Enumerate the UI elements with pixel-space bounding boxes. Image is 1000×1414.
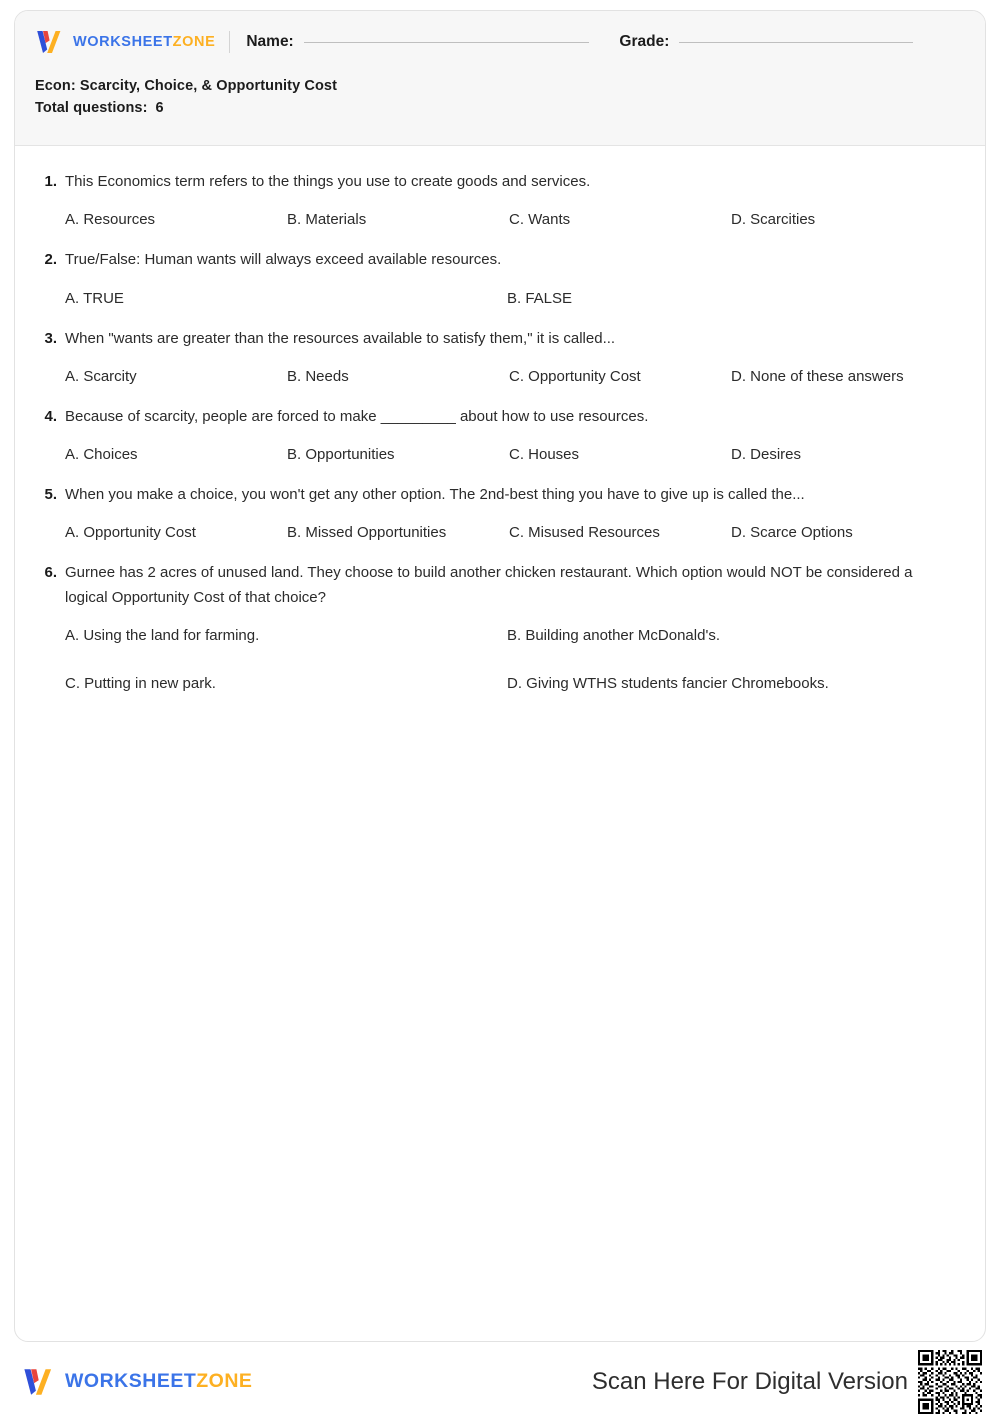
- brand-logo: [35, 29, 215, 55]
- question-item: [37, 405, 963, 467]
- option-b[interactable]: B. Building another McDonald's.: [507, 627, 720, 645]
- option-b[interactable]: B. Missed Opportunities: [287, 524, 447, 542]
- footer-wordmark-part1: WORKSHEET: [65, 1370, 197, 1393]
- brand-wordmark-part1: WORKSHEET: [73, 33, 173, 50]
- option-b[interactable]: B. Materials: [287, 211, 367, 229]
- option-d[interactable]: D. None of these answers: [731, 367, 904, 385]
- qr-code-icon[interactable]: [918, 1350, 982, 1414]
- question-number: 6.: [44, 564, 57, 582]
- grade-field: [619, 33, 965, 51]
- question-body: [65, 327, 963, 389]
- option-c[interactable]: C. Wants: [509, 211, 571, 229]
- question-text: Gurnee has 2 acres of unused land. They choose to build another chicken restaurant. Which option would NOT be considered a logical Opportunity Cost of that choice?: [65, 564, 913, 606]
- question-item: [37, 327, 963, 389]
- page-footer: [14, 1354, 986, 1410]
- question-item: [37, 248, 963, 310]
- name-field: [246, 33, 589, 51]
- option-a[interactable]: A. Choices: [65, 446, 138, 464]
- question-options: [65, 365, 963, 389]
- question-text: This Economics term refers to the things you use to create goods and services.: [65, 173, 591, 190]
- question-body: [65, 170, 963, 232]
- brand-wordmark-part2: ZONE: [172, 33, 216, 50]
- question-item: [37, 483, 963, 545]
- option-b[interactable]: B. Needs: [287, 367, 349, 385]
- brand-wordmark: [73, 35, 215, 50]
- option-a[interactable]: A. Scarcity: [65, 367, 137, 385]
- option-a[interactable]: A. Using the land for farming.: [65, 627, 260, 645]
- option-a[interactable]: A. Resources: [65, 211, 156, 229]
- question-text: When "wants are greater than the resources available to satisfy them," it is called...: [65, 329, 616, 347]
- questions-list: [15, 146, 985, 696]
- grade-input-line[interactable]: [679, 42, 913, 43]
- option-c[interactable]: C. Misused Resources: [509, 524, 660, 542]
- question-number: 5.: [44, 486, 57, 504]
- question-body: [65, 561, 963, 696]
- question-item: [37, 170, 963, 232]
- worksheet-zone-w-logo-icon: [35, 29, 65, 55]
- header-divider: [229, 31, 230, 53]
- question-options: [65, 287, 963, 311]
- option-d[interactable]: D. Scarce Options: [731, 524, 853, 542]
- question-options: [65, 624, 963, 696]
- option-d[interactable]: D. Giving WTHS students fancier Chromebooks.: [507, 675, 829, 693]
- option-b[interactable]: B. FALSE: [507, 289, 573, 307]
- footer-wordmark-part2: ZONE: [196, 1370, 253, 1393]
- option-a[interactable]: A. Opportunity Cost: [65, 524, 196, 542]
- total-questions-label: Total questions:: [35, 100, 148, 117]
- question-text: Because of scarcity, people are forced to make _________ about how to use resources.: [65, 407, 649, 425]
- question-text: True/False: Human wants will always exceed available resources.: [65, 251, 502, 269]
- name-input-line[interactable]: [304, 42, 590, 43]
- worksheet-sheet: [14, 10, 986, 1342]
- footer-brand-logo: [22, 1367, 252, 1397]
- question-item: [37, 561, 963, 696]
- question-body: [65, 483, 963, 545]
- worksheet-title: Econ: Scarcity, Choice, & Opportunity Cost: [35, 78, 338, 94]
- option-d[interactable]: D. Scarcities: [731, 211, 816, 229]
- option-c[interactable]: C. Putting in new park.: [65, 675, 216, 693]
- grade-label: Grade:: [619, 33, 670, 50]
- question-options: [65, 443, 963, 467]
- question-options: [65, 208, 963, 232]
- option-c[interactable]: C. Houses: [509, 446, 580, 464]
- worksheet-zone-w-logo-icon: [22, 1367, 56, 1397]
- option-a[interactable]: A. TRUE: [65, 289, 124, 307]
- total-questions: [35, 97, 965, 119]
- question-options: [65, 521, 963, 545]
- question-number: 3.: [44, 329, 57, 347]
- option-c[interactable]: C. Opportunity Cost: [509, 367, 641, 385]
- scan-here-text: Scan Here For Digital Version: [591, 1368, 908, 1395]
- question-text: When you make a choice, you won't get any other option. The 2nd-best thing you have to give up is called the...: [65, 486, 805, 504]
- total-questions-count: 6: [155, 100, 164, 117]
- option-b[interactable]: B. Opportunities: [287, 446, 395, 464]
- name-label: Name:: [246, 33, 294, 50]
- question-body: [65, 405, 963, 467]
- question-number: 4.: [44, 407, 57, 425]
- worksheet-header: [15, 11, 985, 146]
- footer-brand-wordmark: [65, 1372, 252, 1392]
- header-row: [15, 11, 985, 73]
- question-number: 1.: [44, 173, 57, 190]
- title-block: [15, 75, 985, 120]
- question-body: [65, 248, 963, 310]
- option-d[interactable]: D. Desires: [731, 446, 802, 464]
- question-number: 2.: [44, 251, 57, 269]
